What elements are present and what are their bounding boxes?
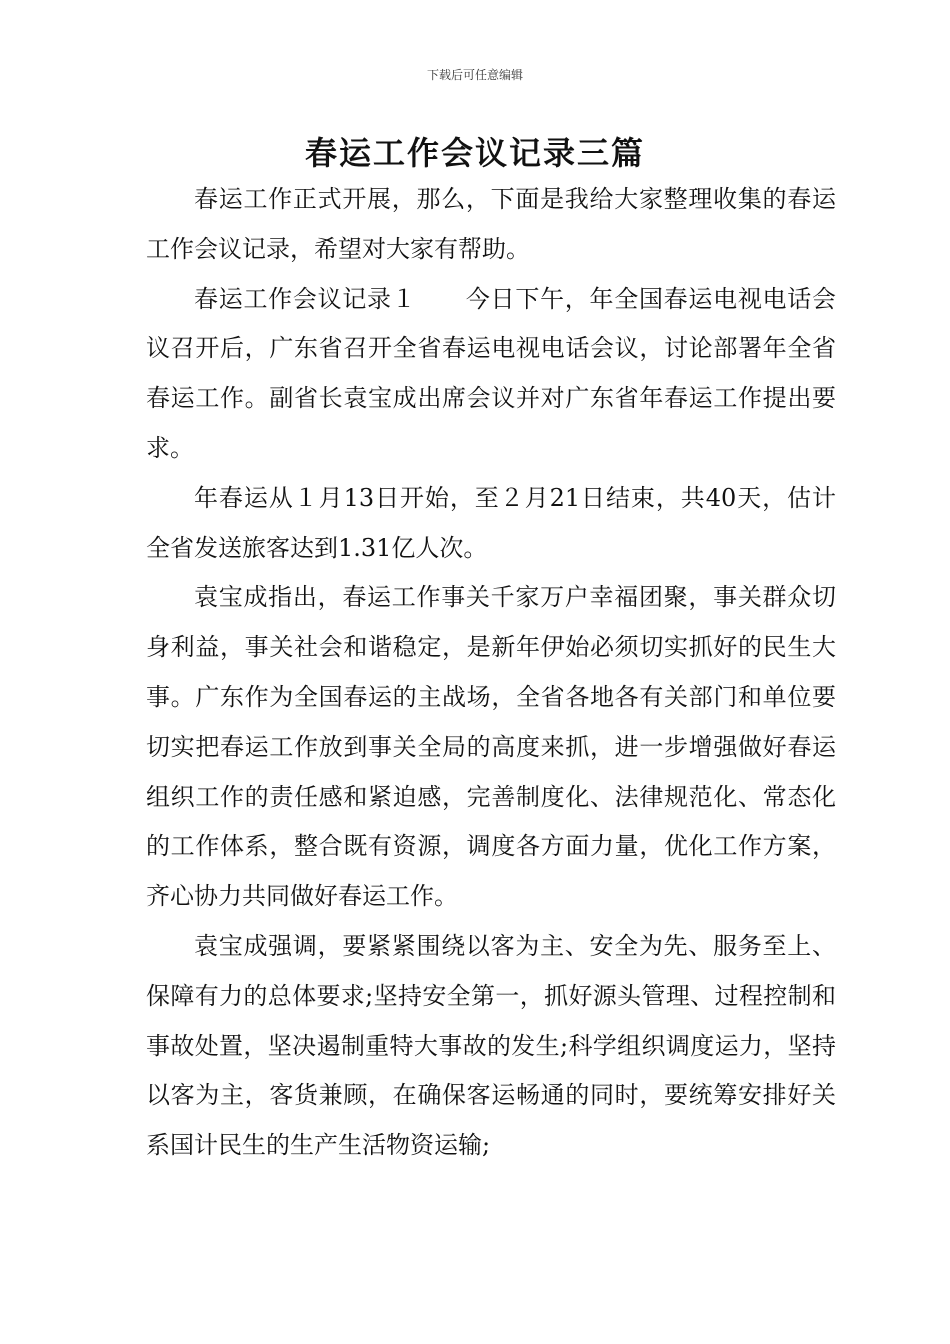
paragraph-intro: 春运工作正式开展，那么，下面是我给大家整理收集的春运工作会议记录，希望对大家有帮助。 (146, 185, 836, 263)
paragraph-record-1: 春运工作会议记录１ 今日下午，年全国春运电视电话会议召开后，广东省召开全省春运电视电话会议，讨论部署年全省春运工作。副省长袁宝成出席会议并对广东省年春运工作提出要求。 (146, 284, 836, 462)
document-title: 春运工作会议记录三篇 (304, 134, 645, 172)
document-body (146, 175, 836, 1171)
paragraph-schedule: 年春运从１月13日开始，至２月21日结束，共40天，估计全省发送旅客达到1.31亿人次。 (146, 483, 836, 562)
header-note: 下载后可任意编辑 (426, 68, 523, 82)
paragraph-importance: 袁宝成指出，春运工作事关千家万户幸福团聚，事关群众切身利益，事关社会和谐稳定，是新年伊始必须切实抓好的民生大事。广东作为全国春运的主战场，全省各地各有关部门和单位要切实把春运工作放到事关全局的高度来抓，进一步增强做好春运组织工作的责任感和紧迫感，完善制度化、法律规范化、常态化的工作体系，整合既有资源，调度各方面力量，优化工作方案，齐心协力共同做好春运工作。 (146, 583, 836, 911)
paragraph-requirements: 袁宝成强调，要紧紧围绕以客为主、安全为先、服务至上、保障有力的总体要求;坚持安全第一，抓好源头管理、过程控制和事故处置，坚决遏制重特大事故的发生;科学组织调度运力，坚持以客为主，客货兼顾，在确保客运畅通的同时，要统筹安排好关系国计民生的生产生活物资运输; (146, 931, 836, 1160)
